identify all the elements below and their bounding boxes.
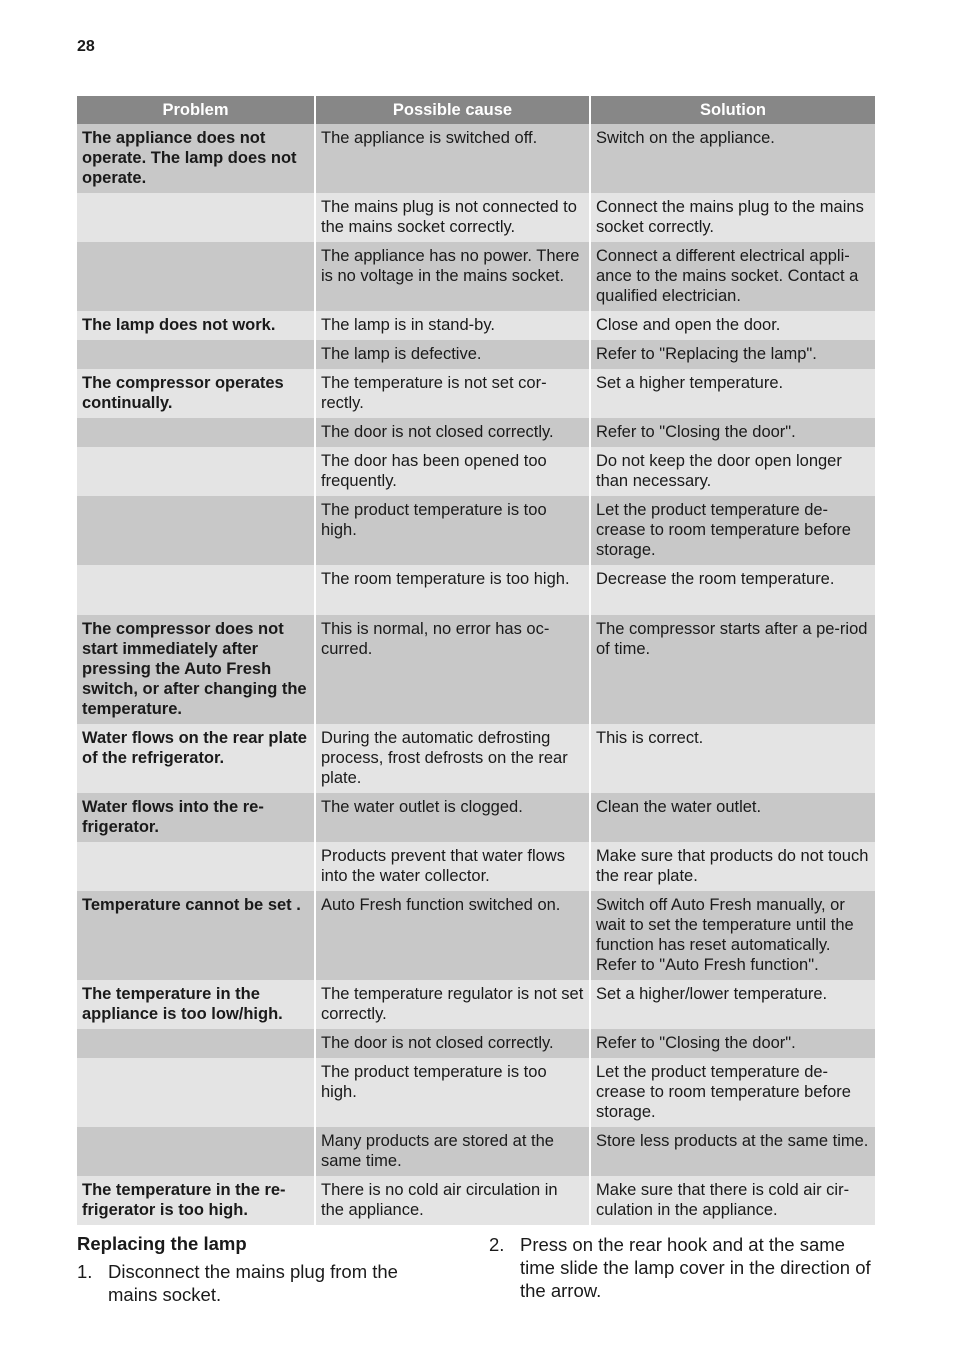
solution-cell: Clean the water outlet. bbox=[590, 793, 875, 842]
problem-cell: Water flows on the rear plate of the refrigerator. bbox=[77, 724, 315, 793]
table-row bbox=[77, 793, 875, 842]
table-row bbox=[77, 1176, 875, 1225]
cause-cell: The lamp is defective. bbox=[315, 340, 590, 369]
table-row bbox=[77, 615, 875, 724]
solution-cell: Store less products at the same time. bbox=[590, 1127, 875, 1176]
step-text: Press on the rear hook and at the same time slide the lamp cover in the direction of the arrow. bbox=[520, 1234, 871, 1301]
problem-cell: The compressor operates continually. bbox=[77, 369, 315, 418]
table-row bbox=[77, 124, 875, 193]
cause-cell: The door is not closed correctly. bbox=[315, 1029, 590, 1058]
solution-cell: Refer to "Replacing the lamp". bbox=[590, 340, 875, 369]
table-row bbox=[77, 724, 875, 793]
solution-cell: Refer to "Closing the door". bbox=[590, 1029, 875, 1058]
cause-cell: Auto Fresh function switched on. bbox=[315, 891, 590, 980]
table-body bbox=[77, 124, 875, 1225]
cause-cell: The lamp is in stand-by. bbox=[315, 311, 590, 340]
solution-cell: Switch off Auto Fresh manually, or wait to set the temperature until the function has reset automatically. Refer to "Auto Fresh function". bbox=[590, 891, 875, 980]
problem-cell bbox=[77, 1127, 315, 1176]
cause-cell: Many products are stored at the same time. bbox=[315, 1127, 590, 1176]
table-row bbox=[77, 980, 875, 1029]
problem-cell: Temperature cannot be set . bbox=[77, 891, 315, 980]
cause-cell: The appliance has no power. There is no voltage in the mains socket. bbox=[315, 242, 590, 311]
cause-cell: There is no cold air circulation in the appliance. bbox=[315, 1176, 590, 1225]
cause-cell: The water outlet is clogged. bbox=[315, 793, 590, 842]
cause-cell: The product temperature is too high. bbox=[315, 1058, 590, 1127]
solution-cell: This is correct. bbox=[590, 724, 875, 793]
solution-cell: Do not keep the door open longer than necessary. bbox=[590, 447, 875, 496]
table-row bbox=[77, 842, 875, 891]
table-row bbox=[77, 242, 875, 311]
problem-cell bbox=[77, 496, 315, 565]
solution-cell: Switch on the appliance. bbox=[590, 124, 875, 193]
page-number: 28 bbox=[77, 38, 95, 55]
table-header-row bbox=[77, 96, 875, 124]
section-title: Replacing the lamp bbox=[77, 1233, 247, 1254]
solution-cell: Let the product temperature de-crease to room temperature before storage. bbox=[590, 496, 875, 565]
cause-cell: This is normal, no error has oc-curred. bbox=[315, 615, 590, 724]
cause-cell: The mains plug is not connected to the mains socket correctly. bbox=[315, 193, 590, 242]
problem-cell bbox=[77, 418, 315, 447]
problem-cell bbox=[77, 1058, 315, 1127]
problem-cell: Water flows into the re-frigerator. bbox=[77, 793, 315, 842]
solution-cell: Let the product temperature de-crease to room temperature before storage. bbox=[590, 1058, 875, 1127]
cause-cell: The door has been opened too frequently. bbox=[315, 447, 590, 496]
problem-cell: The lamp does not work. bbox=[77, 311, 315, 340]
solution-cell: Make sure that there is cold air cir-culation in the appliance. bbox=[590, 1176, 875, 1225]
solution-cell: Close and open the door. bbox=[590, 311, 875, 340]
table-row bbox=[77, 496, 875, 565]
table-row bbox=[77, 1127, 875, 1176]
cause-cell: The appliance is switched off. bbox=[315, 124, 590, 193]
table-row bbox=[77, 447, 875, 496]
step-2 bbox=[489, 1233, 879, 1302]
problem-cell bbox=[77, 1029, 315, 1058]
step-number: 1. bbox=[77, 1261, 93, 1282]
cause-cell: Products prevent that water flows into the water collector. bbox=[315, 842, 590, 891]
solution-cell: The compressor starts after a pe-riod of time. bbox=[590, 615, 875, 724]
solution-cell: Set a higher/lower temperature. bbox=[590, 980, 875, 1029]
header-possible-cause: Possible cause bbox=[315, 96, 590, 124]
table-row bbox=[77, 311, 875, 340]
cause-cell: The room temperature is too high. bbox=[315, 565, 590, 615]
table-row bbox=[77, 891, 875, 980]
solution-cell: Make sure that products do not touch the rear plate. bbox=[590, 842, 875, 891]
cause-cell: The temperature regulator is not set correctly. bbox=[315, 980, 590, 1029]
problem-cell bbox=[77, 447, 315, 496]
header-problem: Problem bbox=[77, 96, 315, 124]
table-row bbox=[77, 369, 875, 418]
problem-cell: The compressor does not start immediately after pressing the Auto Fresh switch, or after changing the temperature. bbox=[77, 615, 315, 724]
step-number: 2. bbox=[489, 1234, 505, 1255]
problem-cell bbox=[77, 193, 315, 242]
problem-cell bbox=[77, 242, 315, 311]
step-1 bbox=[77, 1260, 437, 1306]
problem-cell: The appliance does not operate. The lamp does not operate. bbox=[77, 124, 315, 193]
cause-cell: The product temperature is too high. bbox=[315, 496, 590, 565]
problem-cell bbox=[77, 565, 315, 615]
table-row bbox=[77, 565, 875, 615]
problem-cell: The temperature in the re-frigerator is too high. bbox=[77, 1176, 315, 1225]
problem-cell: The temperature in the appliance is too low/high. bbox=[77, 980, 315, 1029]
solution-cell: Refer to "Closing the door". bbox=[590, 418, 875, 447]
header-solution: Solution bbox=[590, 96, 875, 124]
cause-cell: The door is not closed correctly. bbox=[315, 418, 590, 447]
table-row bbox=[77, 193, 875, 242]
cause-cell: The temperature is not set cor-rectly. bbox=[315, 369, 590, 418]
solution-cell: Connect a different electrical appli-ance to the mains socket. Contact a qualified electrician. bbox=[590, 242, 875, 311]
solution-cell: Decrease the room temperature. bbox=[590, 565, 875, 615]
cause-cell: During the automatic defrosting process, frost defrosts on the rear plate. bbox=[315, 724, 590, 793]
step-text: Disconnect the mains plug from the mains socket. bbox=[108, 1261, 398, 1305]
table-row bbox=[77, 1058, 875, 1127]
table-row bbox=[77, 1029, 875, 1058]
problem-cell bbox=[77, 842, 315, 891]
table-row bbox=[77, 340, 875, 369]
solution-cell: Connect the mains plug to the mains socket correctly. bbox=[590, 193, 875, 242]
problem-cell bbox=[77, 340, 315, 369]
table-row bbox=[77, 418, 875, 447]
solution-cell: Set a higher temperature. bbox=[590, 369, 875, 418]
troubleshooting-table bbox=[77, 96, 875, 1225]
